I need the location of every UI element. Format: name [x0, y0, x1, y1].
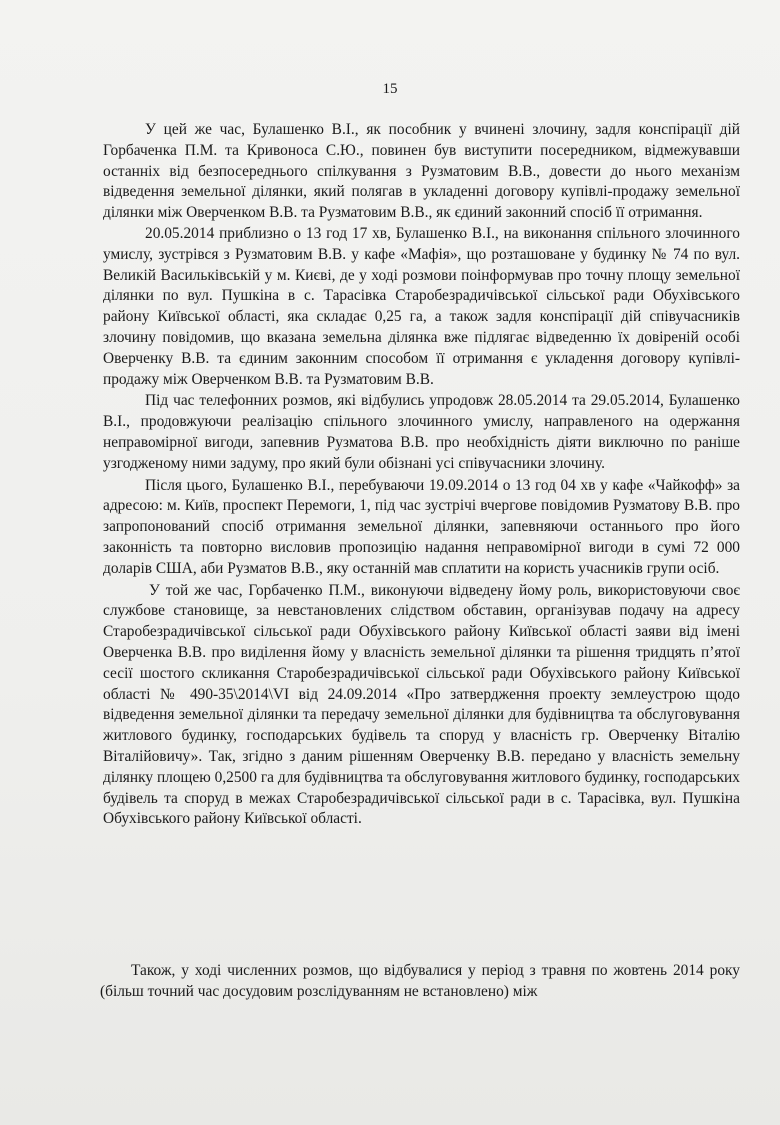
paragraph: Під час телефонних розмов, які відбулись упродовж 28.05.2014 та 29.05.2014, Булашенко В.І., продовжуючи реалізацію спільного злочинного умислу, направленого на одержання неправомірної вигоди, запевнив Рузматова В.В. про необхідність діяти виключно по раніше узгодженому ними задуму, про який були обізнані усі співучасники злочину. [103, 392, 740, 472]
page-number: 15 [382, 81, 398, 97]
paragraph: Після цього, Булашенко В.І., перебуваючи 19.09.2014 о 13 год 04 хв у кафе «Чайкофф» за адресою: м. Київ, проспект Перемоги, 1, під час зустрічі вчергове повідомив Рузматову В.В. про запропонований спосіб отримання земельної ділянки, запевняючи останнього про його законність та повторно висловив пропозицію надання неправомірної вигоди в сумі 72 000 доларів США, аби Рузматов В.В., яку останній мав сплатити на користь учасників групи осіб. [103, 476, 740, 577]
paragraph: Також, у ході численних розмов, що відбувалися у період з травня по жовтень 2014 року (більш точний час досудовим розслідуванням не встановлено) між [100, 962, 740, 1000]
paragraph: У цей же час, Булашенко В.І., як пособник у вчинені злочину, задля конспірації дій Горбаченка П.М. та Кривоноса С.Ю., повинен був виступити посередником, відмежувавши останніх від безпосереднього спілкування з Рузматовим В.В., довести до нього механізм відведення земельної ділянки, який полягав в укладенні договору купівлі-продажу земельної ділянки між Оверченком В.В. та Рузматовим В.В., як єдиний законний спосіб її отримання. [103, 121, 740, 222]
paragraph: 20.05.2014 приблизно о 13 год 17 хв, Булашенко В.І., на виконання спільного злочинного умислу, зустрівся з Рузматовим В.В. у кафе «Мафія», що розташоване у будинку № 74 по вул. Великій Васильківській у м. Києві, де у ході розмови поінформував про точну площу земельної ділянки по вул. Пушкіна в с. Тарасівка Старобезрадичівської сільської ради Обухівського району Київської області, яка складає 0,25 га, а також задля конспірації дій співучасників злочину повідомив, що вказана земельна ділянка вже підлягає відведенню їх довіреній особі Оверченку В.В. та єдиним законним способом її отримання є укладення договору купівлі-продажу між Оверченком В.В. та Рузматовим В.В. [103, 224, 740, 388]
document-body-continuation [100, 960, 740, 1002]
document-body [103, 120, 740, 830]
paragraph: У той же час, Горбаченко П.М., виконуючи відведену йому роль, використовуючи своє службове становище, за невстановлених слідством обставин, організував подачу на адресу Старобезрадичівської сільської ради Обухівського району Київської області заяви від імені Оверченка В.В. про виділення йому у власність земельної ділянки та рішення тридцять п’ятої сесії шостого скликання Старобезрадичівської сільської ради Обухівського району Київської області № 490-35\2014\VI від 24.09.2014 «Про затвердження проекту землеустрою щодо відведення земельної ділянки та передачу земельної ділянки для будівництва та обслуговування житлового будинку, господарських будівель та споруд у власність гр. Оверченку Віталію Віталійовичу». Так, згідно з даним рішенням Оверченку В.В. передано у власність земельну ділянку площею 0,2500 га для будівництва та обслуговування житлового будинку, господарських будівель та споруд в межах Старобезрадичівської сільської ради в с. Тарасівка, вул. Пушкіна Обухівського району Київської області. [103, 581, 740, 828]
